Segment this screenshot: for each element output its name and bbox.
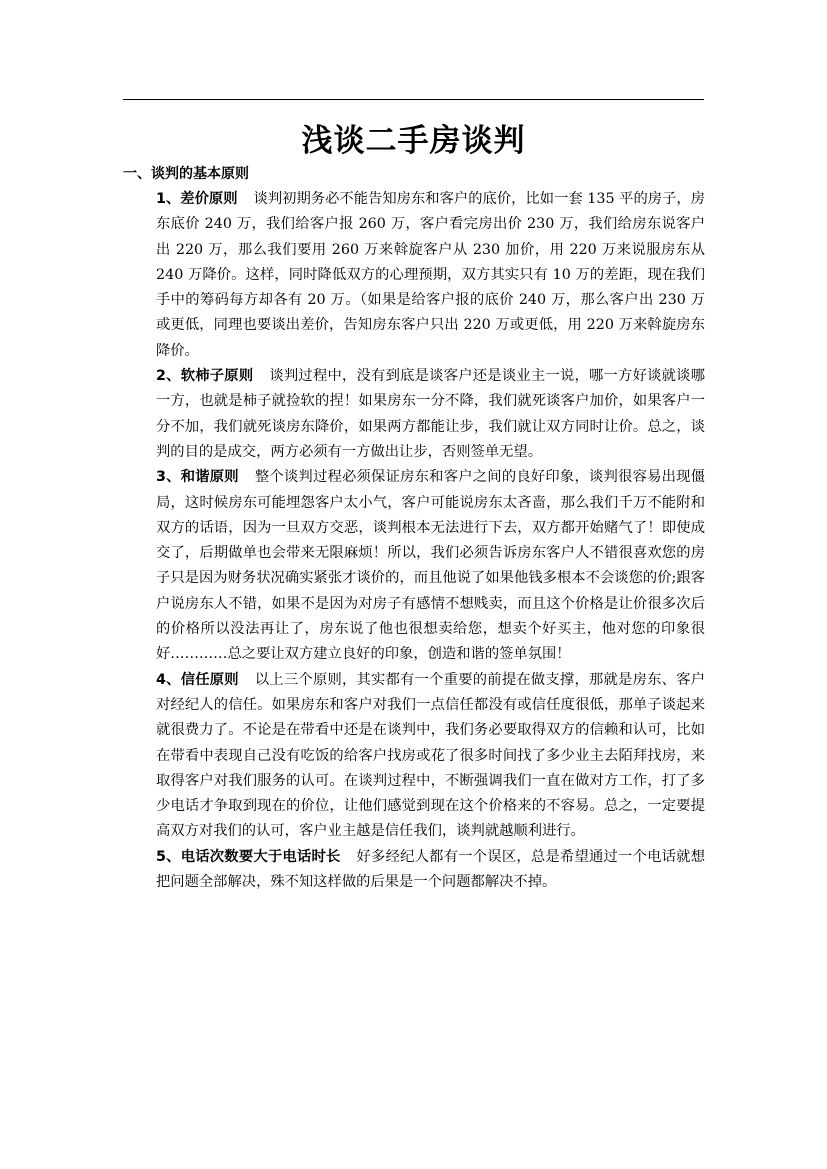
paragraph-heading: 4、信任原则 — [156, 671, 239, 688]
paragraph-text: 谈判初期务必不能告知房东和客户的底价，比如一套 135 平的房子，房东底价 240 万，我们给客户报 260 万，客户看完房出价 230 万，我们给房东说客户出 220 万，那么我们要用 260 万来斡旋客户从 230 加价，用 220 万来说服房东从 240 万降价。这样，同时降低双方的心理预期，双方其实只有 10 万的差距，现在我们手中的筹码每方却各有 20 万。（如果是给客户报的底价 240 万，那么客户出 230 万或更低，同理也要谈出差价，告知房东客户只出 220 万或更低，用 220 万来斡旋房东降价。 — [156, 191, 705, 359]
paragraph-text: 以上三个原则，其实都有一个重要的前提在做支撑，那就是房东、客户对经纪人的信任。如果房东和客户对我们一点信任都没有或信任度很低，那单子谈起来就很费力了。不论是在带看中还是在谈判中，我们务必要取得双方的信赖和认可，比如在带看中表现自己没有吃饭的给客户找房或花了很多时间找了多少业主去陌拜找房，来取得客户对我们服务的认可。在谈判过程中，不断强调我们一直在做对方工作，打了多少电话才争取到现在的价位，让他们感觉到现在这个价格来的不容易。总之，一定要提高双方对我们的认可，客户业主越是信任我们，谈判就越顺利进行。 — [156, 671, 705, 840]
paragraph-heading: 3、和谐原则 — [156, 469, 239, 486]
paragraph-harmony — [156, 465, 705, 667]
paragraph-heading: 1、差价原则 — [156, 191, 238, 207]
paragraph-soft-persimmon — [156, 364, 705, 465]
paragraph-trust — [156, 668, 705, 845]
header-rule — [123, 99, 704, 100]
paragraph-text: 整个谈判过程必须保证房东和客户之间的良好印象，谈判很容易出现僵局，这时候房东可能埋怨客户太小气，客户可能说房东太吝啬，那么我们千万不能附和双方的话语，因为一旦双方交恶，谈判根本无法进行下去，双方都开始赌气了！即使成交了，后期做单也会带来无限麻烦！所以，我们必须告诉房东客户人不错很喜欢您的房子只是因为财务状况确实紧张才谈价的，而且他说了如果他钱多根本不会谈您的价;跟客户说房东人不错，如果不是因为对房子有感情不想贱卖，而且这个价格是让价很多次后的价格所以没法再让了，房东说了他也很想卖给您，想卖个好买主，他对您的印象很好…………总之要让双方建立良好的印象，创造和谐的签单氛围！ — [156, 469, 705, 663]
paragraph-heading: 2、软柿子原则 — [156, 368, 254, 385]
document-body — [156, 187, 705, 895]
section-heading: 一、谈判的基本原则 — [123, 166, 249, 182]
paragraph-text: 谈判过程中，没有到底是谈客户还是谈业主一说，哪一方好谈就谈哪一方，也就是柿子就捡软的捏！如果房东一分不降，我们就死谈客户加价，如果客户一分不加，我们就死谈房东降价，如果两方都能让步，我们就让双方同时让价。总之，谈判的目的是成交，两方必须有一方做出让步，否则签单无望。 — [156, 368, 705, 460]
paragraph-text: 好多经纪人都有一个误区，总是希望通过一个电话就想把问题全部解决，殊不知这样做的后果是一个问题都解决不掉。 — [156, 848, 705, 891]
paragraph-phone-calls — [156, 845, 705, 896]
paragraph-heading: 5、电话次数要大于电话时长 — [156, 848, 341, 865]
document-title: 浅谈二手房谈判 — [301, 123, 526, 159]
paragraph-price-gap — [156, 187, 705, 364]
